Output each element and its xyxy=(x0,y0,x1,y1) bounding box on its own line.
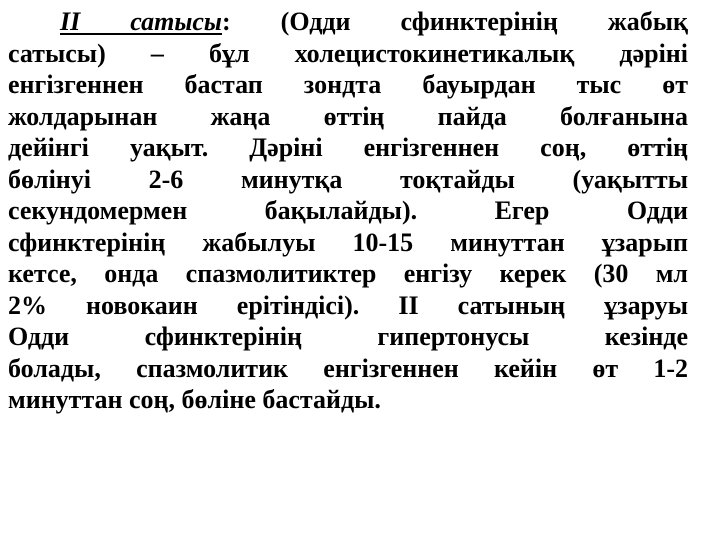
paragraph-line xyxy=(8,6,688,38)
paragraph-line: Одди сфинктерінің гипертонусы кезінде xyxy=(8,322,688,351)
paragraph-line: 2% новокаин ерітіндісі). ІІ сатының ұзаруы xyxy=(8,290,688,320)
paragraph-line: секундомермен бақылайды). Егер Одди xyxy=(8,196,688,225)
paragraph-line: минуттан соң, бөліне бастайды. xyxy=(8,385,381,414)
paragraph-line: бөлінуі 2-6 минутқа тоқтайды (уақытты xyxy=(8,164,688,194)
stage-label: ІІ сатысы xyxy=(60,7,222,36)
paragraph-line: дейінгі уақыт. Дәріні енгізгеннен соң, өттің xyxy=(8,133,688,162)
paragraph-line: жолдарынан жаңа өттің пайда болғанына xyxy=(8,101,688,131)
body-paragraph xyxy=(8,6,688,416)
paragraph-line: кетсе, онда спазмолитиктер енгізу керек (30 мл xyxy=(8,259,688,288)
line-text: : (Одди сфинктерінің жабық xyxy=(221,7,688,36)
paragraph-line: болады, спазмолитик енгізгеннен кейін өт 1-2 xyxy=(8,353,688,383)
paragraph-line: сфинктерінің жабылуы 10-15 минуттан ұзарып xyxy=(8,227,688,257)
paragraph-line: сатысы) – бұл холецистокинетикалық дәріні xyxy=(8,38,688,68)
paragraph-line: енгізгеннен бастап зондта бауырдан тыс өт xyxy=(8,70,688,99)
